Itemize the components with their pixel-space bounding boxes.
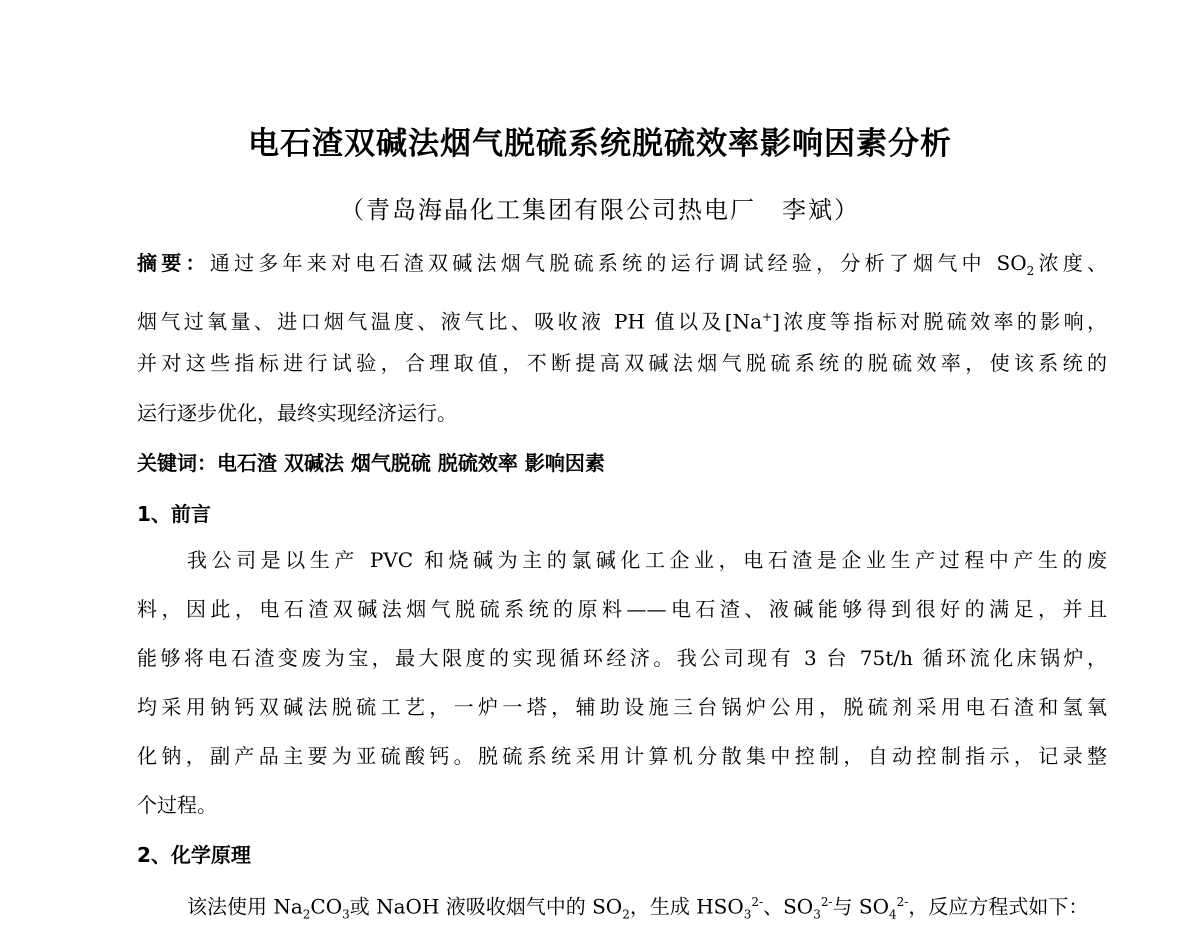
abstract-line-4: 运行逐步优化，最终实现经济运行。 xyxy=(137,401,457,425)
section1-line: 个过程。 xyxy=(137,793,217,817)
section2-line-1: 该法使用 $Na_2CO_3$或 NaOH 液吸收烟气中的 $SO_2$，生成 $HSO_3^{2-}$、$SO_3^{2-}$与 $SO_4^{2-}$，反应方程式如下： xyxy=(187,894,1089,922)
section-heading-2: 2、化学原理 xyxy=(137,843,251,867)
abstract-line-2: 烟气过氧量、进口烟气温度、液气比、吸收液 PH 值以及[Na+]浓度等指标对脱硫效率的影响， xyxy=(137,309,1107,334)
section1-line: 均采用钠钙双碱法脱硫工艺，一炉一塔，辅助设施三台锅炉公用，脱硫剂采用电石渣和氢氧 xyxy=(137,695,1107,719)
abstract-line-3: 并对这些指标进行试验，合理取值，不断提高双碱法烟气脱硫系统的脱硫效率，使该系统的 xyxy=(137,351,1107,375)
author-affiliation: （青岛海晶化工集团有限公司热电厂 李斌） xyxy=(340,196,860,224)
section1-line: 我公司是以生产 PVC 和烧碱为主的氯碱化工企业，电石渣是企业生产过程中产生的废 xyxy=(187,548,1107,572)
section1-line: 能够将电石渣变废为宝，最大限度的实现循环经济。我公司现有 3 台 75t/h 循环流化床锅炉， xyxy=(137,646,1107,670)
abstract-line-1: 摘要：通过多年来对电石渣双碱法烟气脱硫系统的运行调试经验，分析了烟气中 $SO_2$浓度、 xyxy=(137,251,1107,278)
section-heading-1: 1、前言 xyxy=(137,502,211,526)
abstract-label: 摘要： xyxy=(137,251,210,275)
keywords-text: 电石渣 双碱法 烟气脱硫 脱硫效率 影响因素 xyxy=(217,451,605,475)
section1-line: 料，因此，电石渣双碱法烟气脱硫系统的原料——电石渣、液碱能够得到很好的满足，并且 xyxy=(137,597,1107,621)
paper-title: 电石渣双碱法烟气脱硫系统脱硫效率影响因素分析 xyxy=(248,126,952,162)
section1-line: 化钠，副产品主要为亚硫酸钙。脱硫系统采用计算机分散集中控制，自动控制指示，记录整 xyxy=(137,744,1107,768)
keywords-label: 关键词： xyxy=(137,451,217,475)
keywords-line xyxy=(137,448,1107,478)
